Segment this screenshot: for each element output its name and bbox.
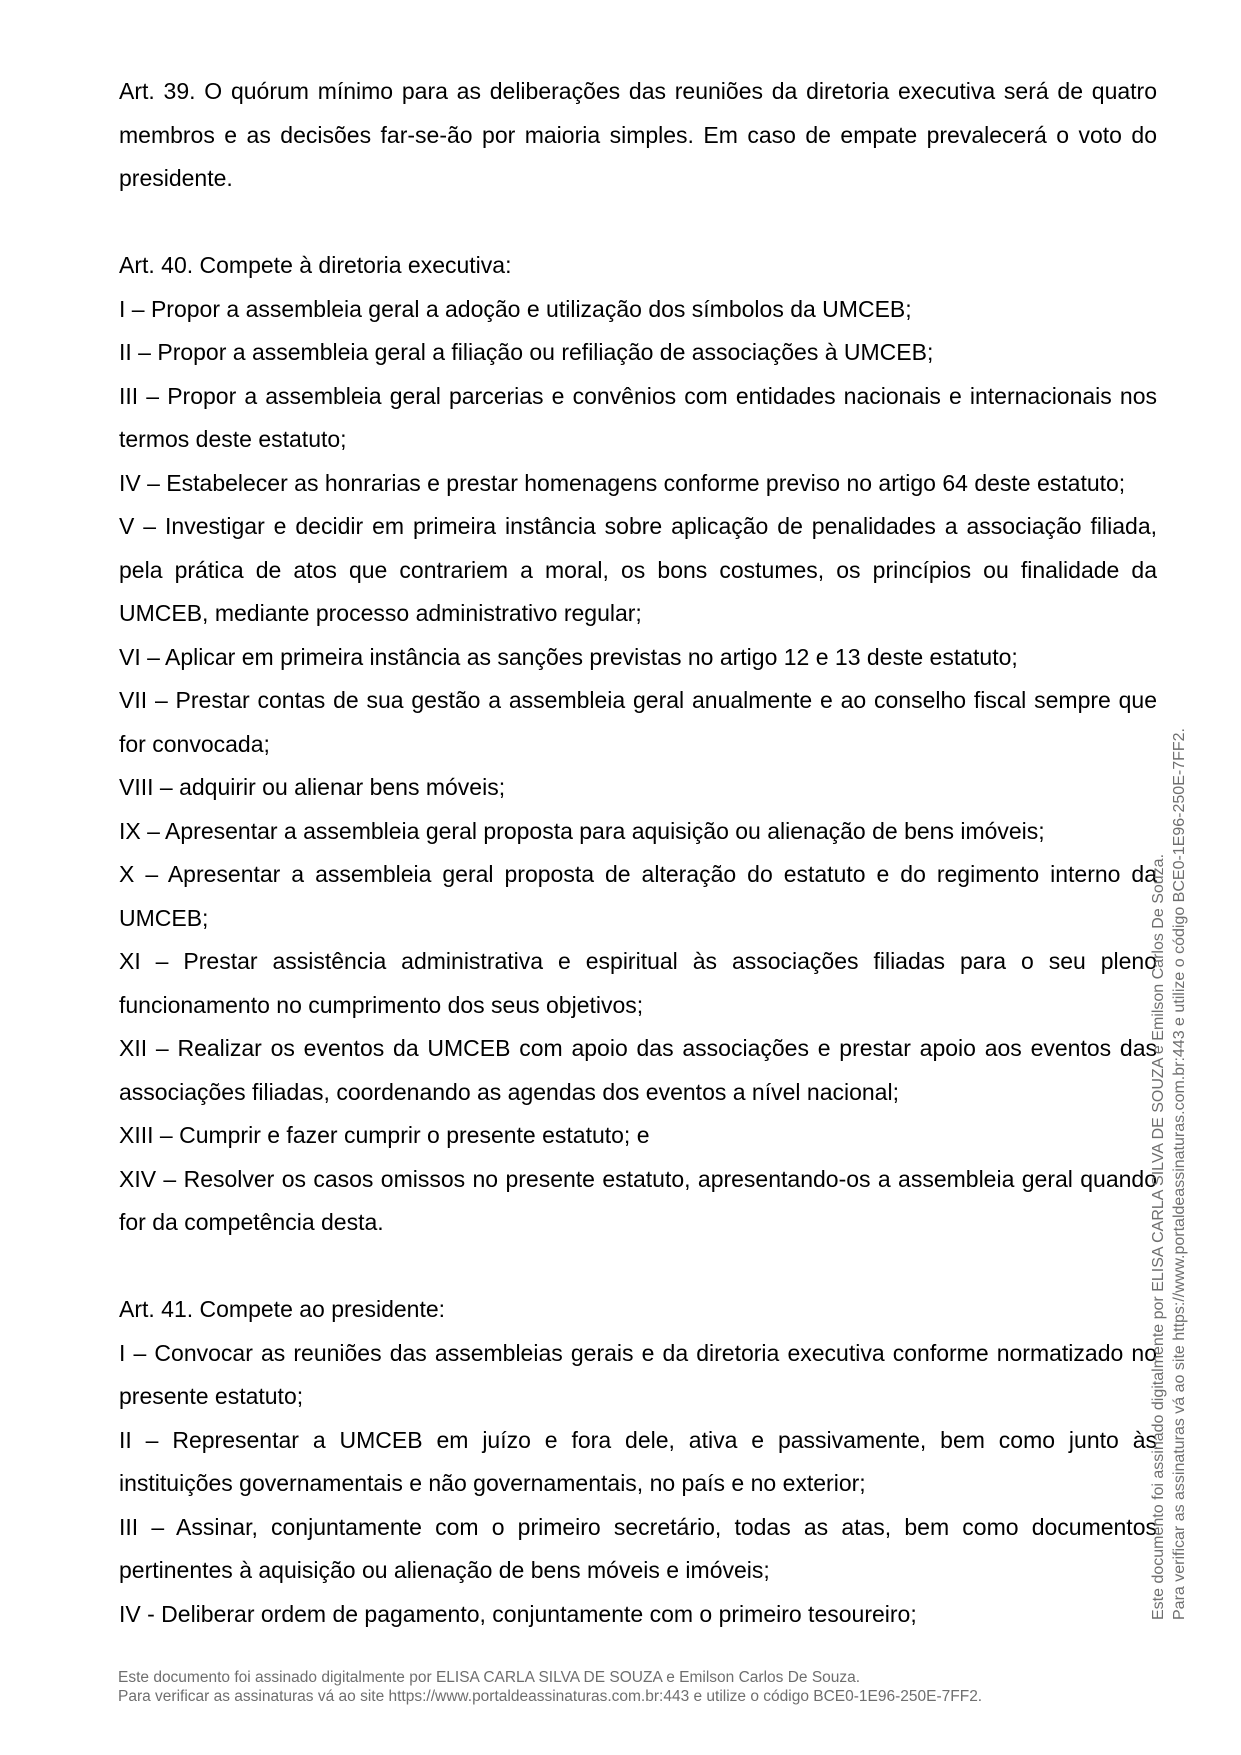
article-40-item-xiii: XIII – Cumprir e fazer cumprir o presente estatuto; e — [119, 1122, 650, 1148]
article-40-item-vii: VII – Prestar contas de sua gestão a assembleia geral anualmente e ao conselho fiscal sempre que for convocada; — [119, 687, 1157, 757]
signature-notice-line1: Este documento foi assinado digitalmente por ELISA CARLA SILVA DE SOUZA e Emilson Carlos De Souza. — [118, 1669, 861, 1686]
article-40-item-v: V – Investigar e decidir em primeira instância sobre aplicação de penalidades a associação filiada, pela prática de atos que contrariem a moral, os bons costumes, os princípios ou finalidade da UMCEB, mediante processo administrativo regular; — [119, 513, 1157, 626]
sidebar-notice-line1: Este documento foi assinado digitalmente por ELISA CARLA SILVA DE SOUZA e Emilson Carlos De Souza. — [1150, 853, 1167, 1620]
article-41-item-i: I – Convocar as reuniões das assembleias gerais e da diretoria executiva conforme normatizado no presente estatuto; — [119, 1339, 1157, 1409]
article-41-item-ii: II – Representar a UMCEB em juízo e fora dele, ativa e passivamente, bem como junto às instituições governamentais e não governamentais, no país e no exterior; — [119, 1426, 1157, 1496]
article-40-item-xi: XI – Prestar assistência administrativa e espiritual às associações filiadas para o seu pleno funcionamento no cumprimento dos seus objetivos; — [119, 948, 1157, 1018]
document-body — [119, 70, 1157, 1636]
article-40-item-iii: III – Propor a assembleia geral parcerias e convênios com entidades nacionais e internacionais nos termos deste estatuto; — [119, 382, 1157, 452]
article-40-item-x: X – Apresentar a assembleia geral proposta de alteração do estatuto e do regimento interno da UMCEB; — [119, 861, 1157, 931]
article-40-item-vi: VI – Aplicar em primeira instância as sanções previstas no artigo 12 e 13 deste estatuto; — [119, 643, 1018, 670]
article-41-item-iv: IV - Deliberar ordem de pagamento, conjuntamente com o primeiro tesoureiro; — [119, 1600, 917, 1627]
article-40-heading: Art. 40. Compete à diretoria executiva: — [119, 252, 512, 278]
sidebar-notice-line2: Para verificar as assinaturas vá ao site https://www.portaldeassinaturas.com.br:443 e utilize o código BCE0-1E96-250E-7FF2. — [1171, 728, 1188, 1620]
article-39-paragraph: Art. 39. O quórum mínimo para as deliberações das reuniões da diretoria executiva será de quatro membros e as decisões far-se-ão por maioria simples. Em caso de empate prevalecerá o voto do presidente. — [119, 78, 1157, 191]
signature-notice-footer — [118, 1668, 1118, 1706]
article-40-item-viii: VIII – adquirir ou alienar bens móveis; — [119, 774, 506, 800]
signature-notice-line2: Para verificar as assinaturas vá ao site https://www.portaldeassinaturas.com.br:443 e utilize o código BCE0-1E96-250E-7FF2. — [118, 1688, 983, 1705]
signature-notice-sidebar — [1148, 728, 1190, 1620]
article-41-item-iii: III – Assinar, conjuntamente com o primeiro secretário, todas as atas, bem como documentos pertinentes à aquisição ou alienação de bens móveis e imóveis; — [119, 1513, 1157, 1583]
article-40-item-xiv: XIV – Resolver os casos omissos no presente estatuto, apresentando-os a assembleia geral quando for da competência desta. — [119, 1165, 1157, 1235]
article-40-item-iv: IV – Estabelecer as honrarias e prestar homenagens conforme previso no artigo 64 deste estatuto; — [119, 469, 1126, 496]
article-40-item-ix: IX – Apresentar a assembleia geral proposta para aquisição ou alienação de bens imóveis; — [119, 817, 1045, 844]
article-41-heading: Art. 41. Compete ao presidente: — [119, 1296, 446, 1322]
article-40-item-i: I – Propor a assembleia geral a adoção e utilização dos símbolos da UMCEB; — [119, 295, 912, 322]
article-40-item-ii: II – Propor a assembleia geral a filiação ou refiliação de associações à UMCEB; — [119, 339, 934, 365]
article-40-item-xii: XII – Realizar os eventos da UMCEB com apoio das associações e prestar apoio aos eventos das associações filiadas, coordenando as agendas dos eventos a nível nacional; — [119, 1035, 1157, 1105]
